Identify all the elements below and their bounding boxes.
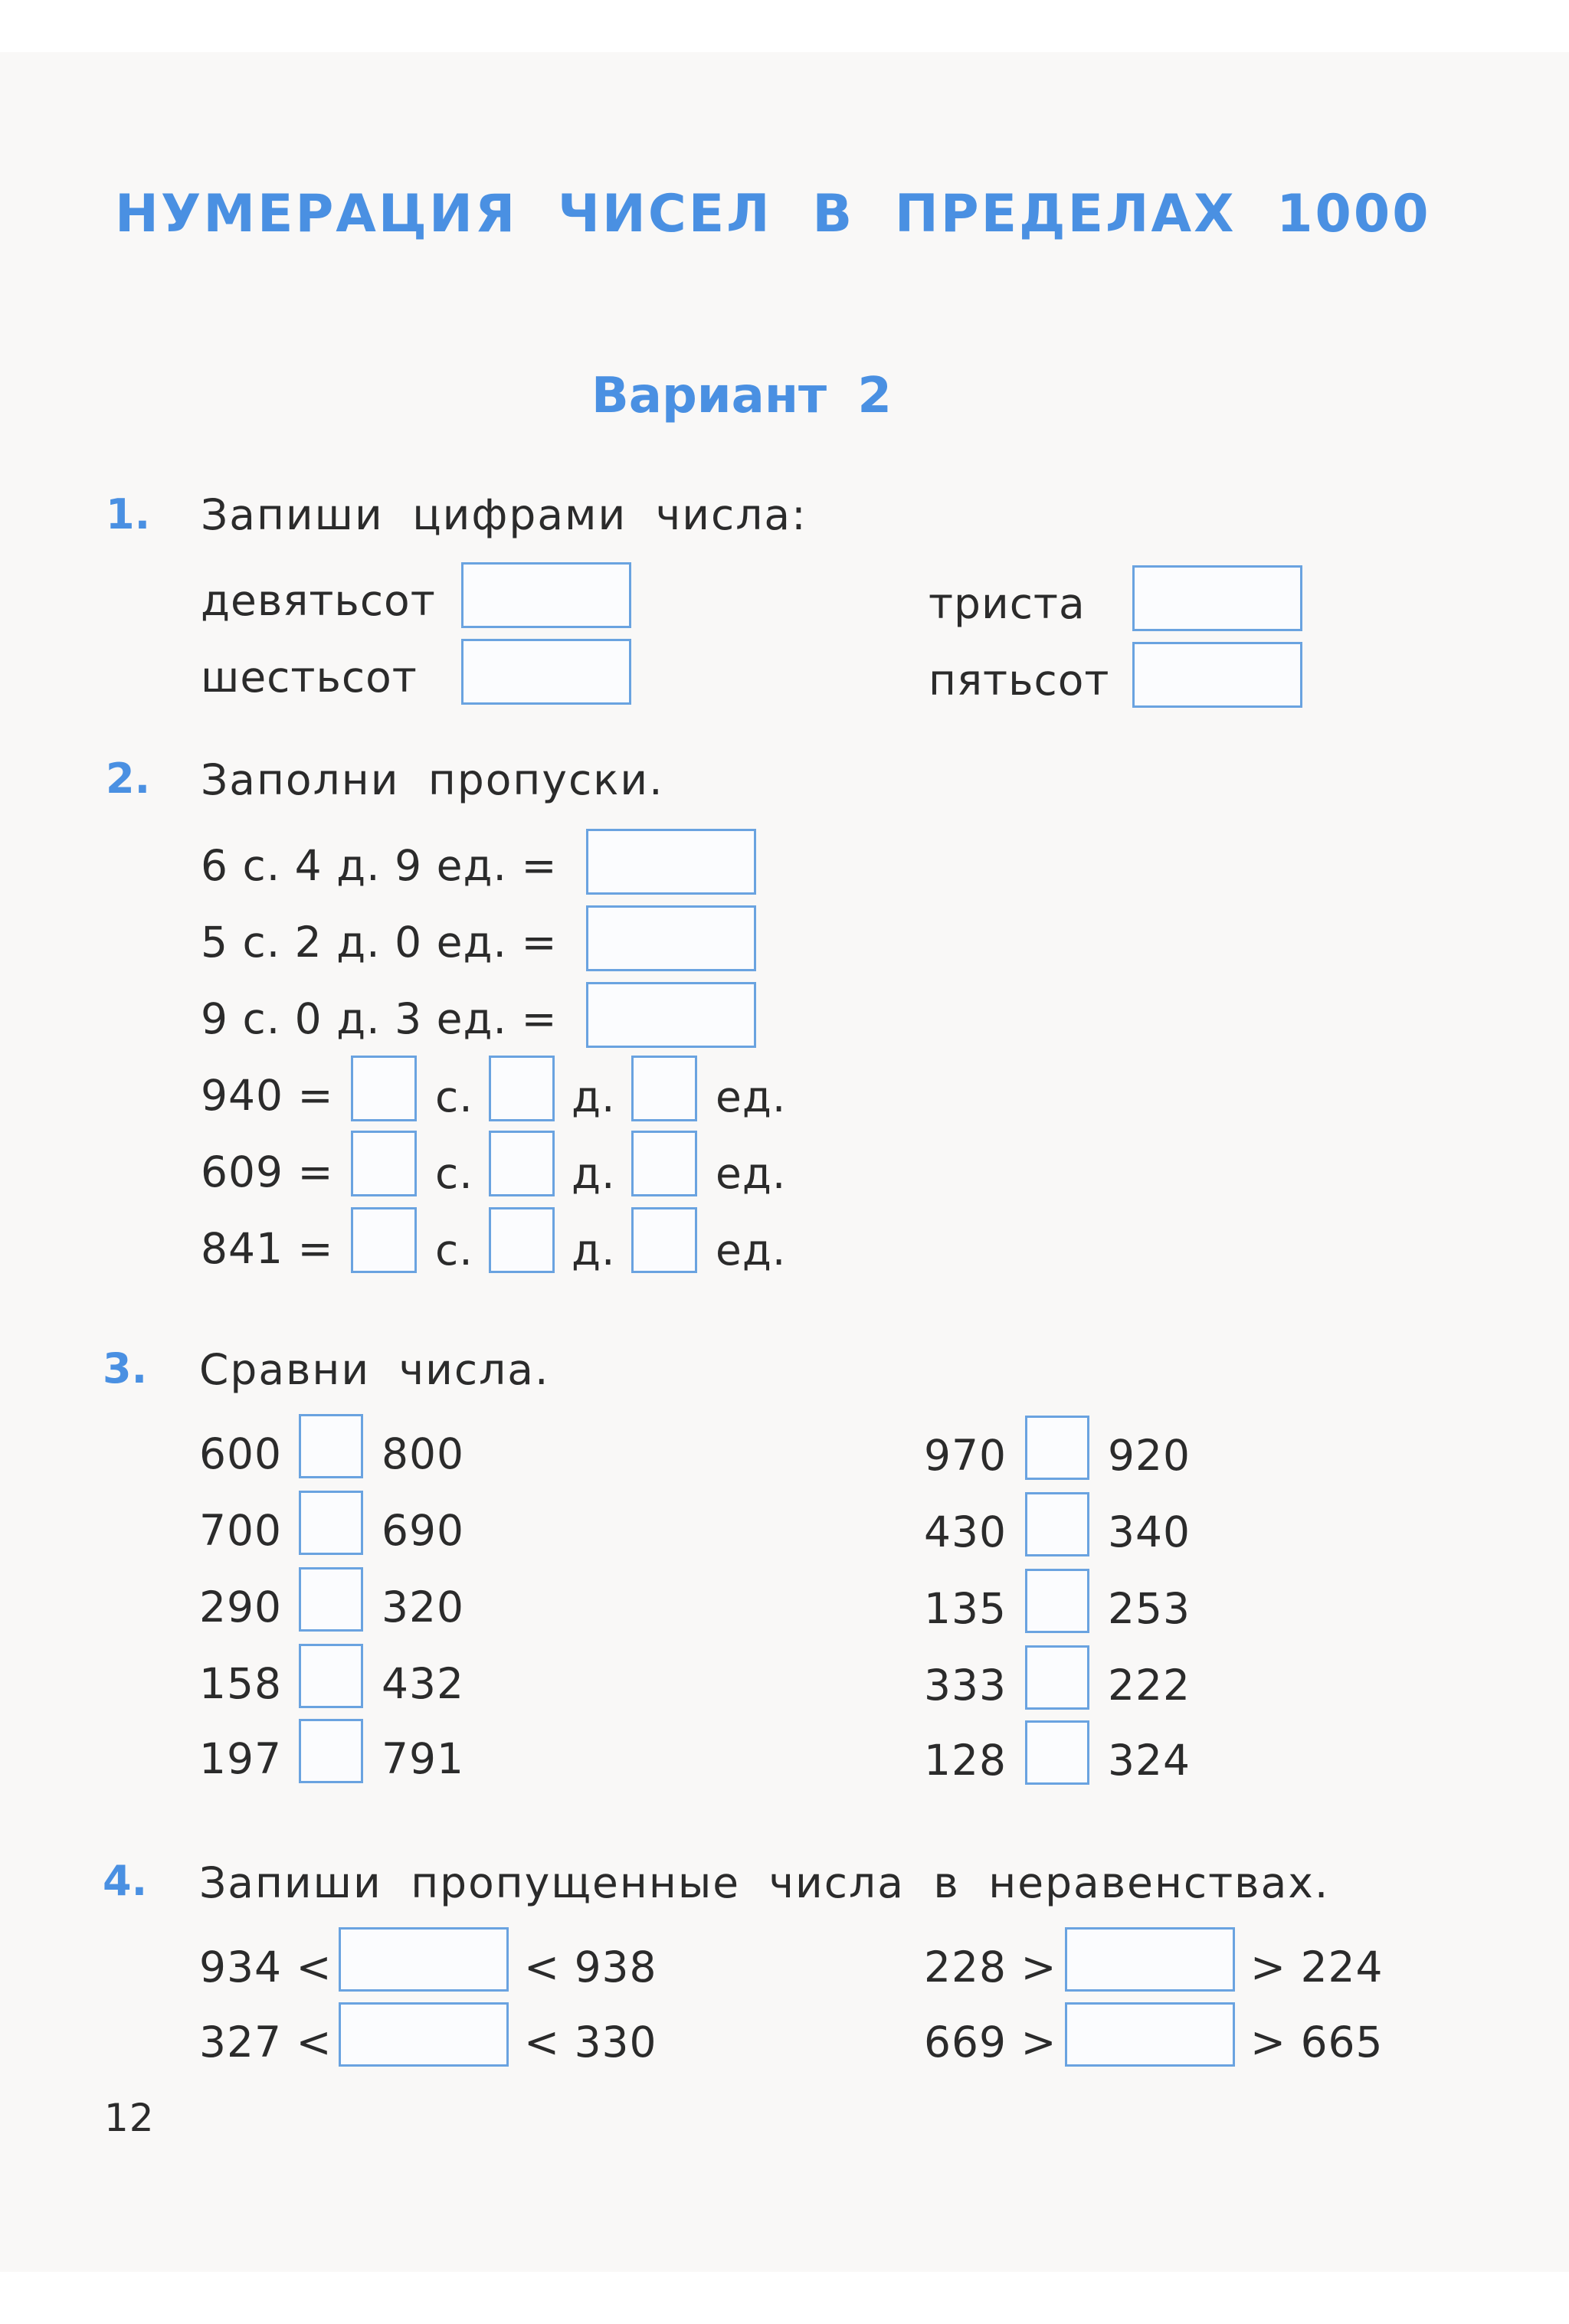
answer-box[interactable] (1065, 1927, 1235, 1992)
digit-box[interactable] (631, 1207, 697, 1273)
compare-box[interactable] (1025, 1492, 1089, 1556)
answer-box[interactable] (339, 1927, 509, 1992)
unit-label: ед. (716, 1226, 787, 1275)
page-number: 12 (104, 2096, 155, 2140)
digit-box[interactable] (631, 1131, 697, 1196)
digit-box[interactable] (489, 1131, 555, 1196)
compare-left-number: 135 (924, 1584, 1007, 1633)
compare-box[interactable] (1025, 1416, 1089, 1480)
unit-label: д. (572, 1149, 616, 1198)
digit-box[interactable] (351, 1131, 417, 1196)
word-label: девятьсот (201, 576, 436, 625)
variant-heading: Вариант 2 (591, 368, 892, 424)
task-1-text: Запиши цифрами числа: (201, 490, 807, 539)
expression-text: 9 с. 0 д. 3 ед. = (201, 994, 558, 1043)
expression-text: 6 с. 4 д. 9 ед. = (201, 841, 558, 890)
digit-box[interactable] (489, 1056, 555, 1121)
unit-label: с. (435, 1149, 473, 1198)
decompose-number: 841 = (201, 1224, 334, 1273)
compare-box[interactable] (299, 1644, 363, 1708)
compare-right-number: 324 (1108, 1736, 1191, 1785)
compare-right-number: 800 (382, 1429, 464, 1478)
compare-left-number: 290 (199, 1583, 282, 1632)
compare-box[interactable] (299, 1719, 363, 1783)
answer-box[interactable] (461, 639, 631, 705)
compare-right-number: 432 (382, 1659, 464, 1708)
decompose-number: 609 = (201, 1147, 334, 1196)
compare-right-number: 340 (1108, 1507, 1191, 1556)
compare-left-number: 430 (924, 1507, 1007, 1556)
answer-box[interactable] (1132, 565, 1302, 631)
digit-box[interactable] (351, 1207, 417, 1273)
task-3-text: Сравни числа. (199, 1345, 550, 1394)
inequality-right: < 938 (524, 1943, 657, 1992)
compare-left-number: 970 (924, 1431, 1007, 1480)
answer-box[interactable] (586, 829, 756, 895)
word-label: шестьсот (201, 653, 418, 702)
compare-left-number: 158 (199, 1659, 282, 1708)
digit-box[interactable] (631, 1056, 697, 1121)
answer-box[interactable] (461, 562, 631, 628)
answer-box[interactable] (1132, 642, 1302, 708)
unit-label: д. (572, 1226, 616, 1275)
word-label: пятьсот (929, 656, 1110, 705)
inequality-right: > 665 (1250, 2018, 1384, 2067)
compare-left-number: 333 (924, 1661, 1007, 1710)
compare-right-number: 253 (1108, 1584, 1191, 1633)
compare-right-number: 320 (382, 1583, 464, 1632)
inequality-left: 327 < (199, 2018, 332, 2067)
answer-box[interactable] (586, 982, 756, 1048)
digit-box[interactable] (351, 1056, 417, 1121)
task-4-number: 4. (103, 1857, 148, 1905)
unit-label: ед. (716, 1149, 787, 1198)
compare-left-number: 128 (924, 1736, 1007, 1785)
compare-box[interactable] (299, 1414, 363, 1478)
answer-box[interactable] (339, 2002, 509, 2067)
task-2-text: Заполни пропуски. (201, 755, 664, 804)
unit-label: д. (572, 1072, 616, 1121)
unit-label: с. (435, 1226, 473, 1275)
inequality-right: < 330 (524, 2018, 657, 2067)
compare-box[interactable] (299, 1567, 363, 1632)
compare-right-number: 791 (382, 1734, 464, 1783)
inequality-left: 228 > (924, 1943, 1057, 1992)
compare-right-number: 920 (1108, 1431, 1191, 1480)
unit-label: с. (435, 1072, 473, 1121)
compare-left-number: 600 (199, 1429, 282, 1478)
compare-right-number: 222 (1108, 1661, 1191, 1710)
compare-box[interactable] (1025, 1720, 1089, 1785)
answer-box[interactable] (586, 905, 756, 971)
answer-box[interactable] (1065, 2002, 1235, 2067)
inequality-right: > 224 (1250, 1943, 1384, 1992)
compare-right-number: 690 (382, 1506, 464, 1555)
digit-box[interactable] (489, 1207, 555, 1273)
compare-box[interactable] (299, 1491, 363, 1555)
task-4-text: Запиши пропущенные числа в неравенствах. (199, 1858, 1330, 1907)
compare-left-number: 197 (199, 1734, 282, 1783)
unit-label: ед. (716, 1072, 787, 1121)
task-1-number: 1. (106, 490, 151, 538)
compare-box[interactable] (1025, 1645, 1089, 1710)
page-title: НУМЕРАЦИЯ ЧИСЕЛ В ПРЕДЕЛАХ 1000 (115, 184, 1431, 244)
compare-left-number: 700 (199, 1506, 282, 1555)
word-label: триста (929, 579, 1086, 628)
inequality-left: 669 > (924, 2018, 1057, 2067)
inequality-left: 934 < (199, 1943, 332, 1992)
task-3-number: 3. (103, 1344, 148, 1393)
expression-text: 5 с. 2 д. 0 ед. = (201, 918, 558, 967)
decompose-number: 940 = (201, 1071, 334, 1120)
compare-box[interactable] (1025, 1569, 1089, 1633)
task-2-number: 2. (106, 754, 151, 803)
